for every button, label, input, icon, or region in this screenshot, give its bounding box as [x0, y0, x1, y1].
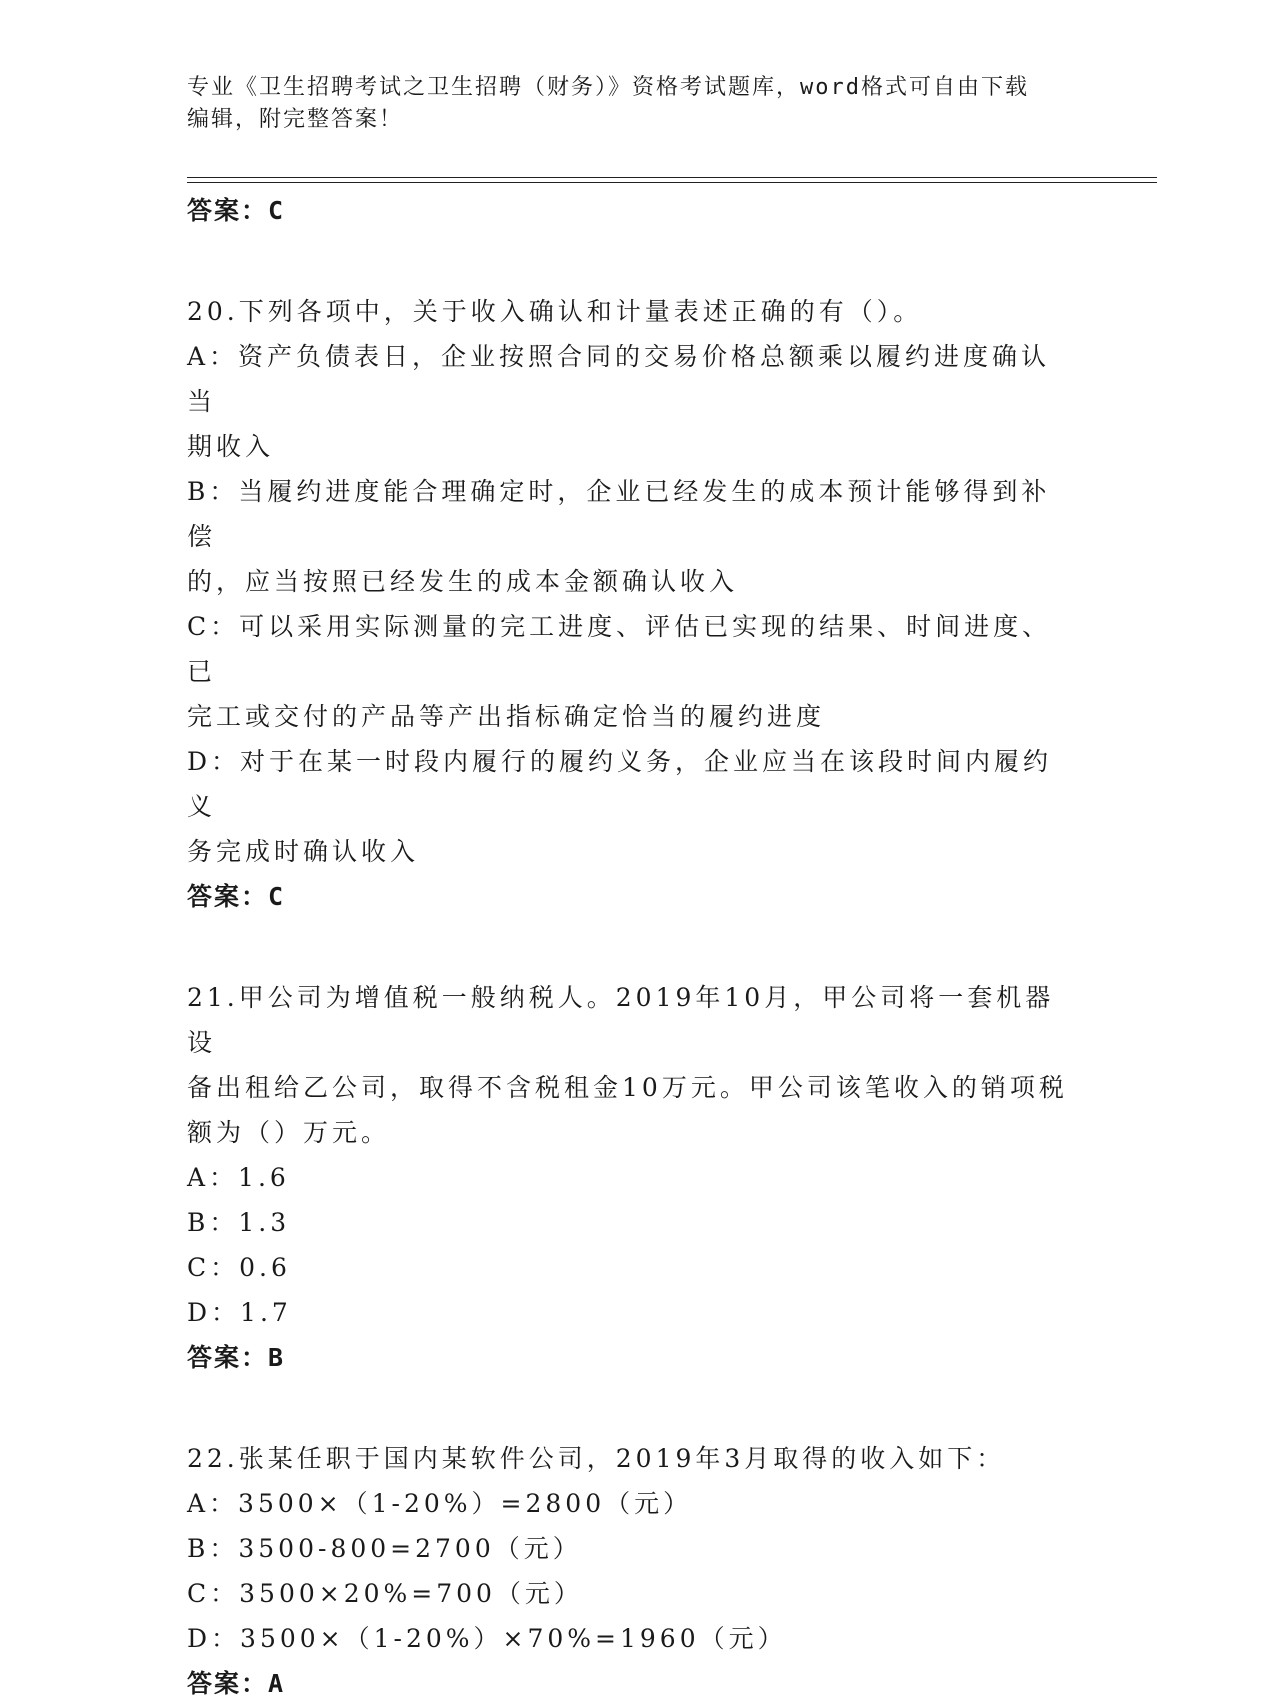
option-c: C：3500×20%=700（元）	[187, 1579, 583, 1608]
spacer	[187, 233, 1077, 289]
option-a-line-1: A：资产负债表日，企业按照合同的交易价格总额乘以履约进度确认当	[187, 342, 1051, 416]
question-text: 22.张某任职于国内某软件公司，2019年3月取得的收入如下：	[187, 1444, 1006, 1473]
header-divider-bottom	[187, 182, 1157, 183]
option-d: D：3500×（1-20%）×70%=1960（元）	[187, 1624, 787, 1653]
header-line-2: 编辑，附完整答案！	[187, 107, 404, 132]
spacer	[187, 919, 1077, 975]
question-text: 20.下列各项中，关于收入确认和计量表述正确的有（）。	[187, 297, 923, 326]
spacer	[187, 1380, 1077, 1436]
header-line-1: 专业《卫生招聘考试之卫生招聘（财务）》资格考试题库，word格式可自由下载	[187, 75, 1029, 100]
option-d: D：1.7	[187, 1298, 292, 1327]
answer: 答案：A	[187, 1669, 286, 1698]
option-b-line-2: 的，应当按照已经发生的成本金额确认收入	[187, 567, 739, 596]
option-a: A：1.6	[187, 1163, 290, 1192]
option-b: B：3500-800=2700（元）	[187, 1534, 582, 1563]
document-body	[187, 188, 1077, 1706]
document-header	[187, 72, 1087, 136]
option-a-line-2: 期收入	[187, 432, 275, 461]
previous-answer: 答案：C	[187, 196, 286, 225]
question-21	[187, 975, 1077, 1380]
question-text-line-2: 备出租给乙公司，取得不含税租金10万元。甲公司该笔收入的销项税	[187, 1073, 1068, 1102]
option-c-line-1: C：可以采用实际测量的完工进度、评估已实现的结果、时间进度、已	[187, 612, 1052, 686]
option-b-line-1: B：当履约进度能合理确定时，企业已经发生的成本预计能够得到补偿	[187, 477, 1051, 551]
header-divider-top	[187, 177, 1157, 178]
option-a: A：3500×（1-20%）=2800（元）	[187, 1489, 693, 1518]
option-d-line-2: 务完成时确认收入	[187, 837, 420, 866]
question-text-line-1: 21.甲公司为增值税一般纳税人。2019年10月，甲公司将一套机器设	[187, 983, 1055, 1057]
option-c: C：0.6	[187, 1253, 291, 1282]
option-c-line-2: 完工或交付的产品等产出指标确定恰当的履约进度	[187, 702, 826, 731]
answer: 答案：C	[187, 882, 286, 911]
option-d-line-1: D：对于在某一时段内履行的履约义务，企业应当在该段时间内履约义	[187, 747, 1053, 821]
question-text-line-3: 额为（）万元。	[187, 1118, 391, 1147]
question-22	[187, 1436, 1077, 1706]
option-b: B：1.3	[187, 1208, 291, 1237]
answer: 答案：B	[187, 1343, 286, 1372]
question-20	[187, 289, 1077, 919]
